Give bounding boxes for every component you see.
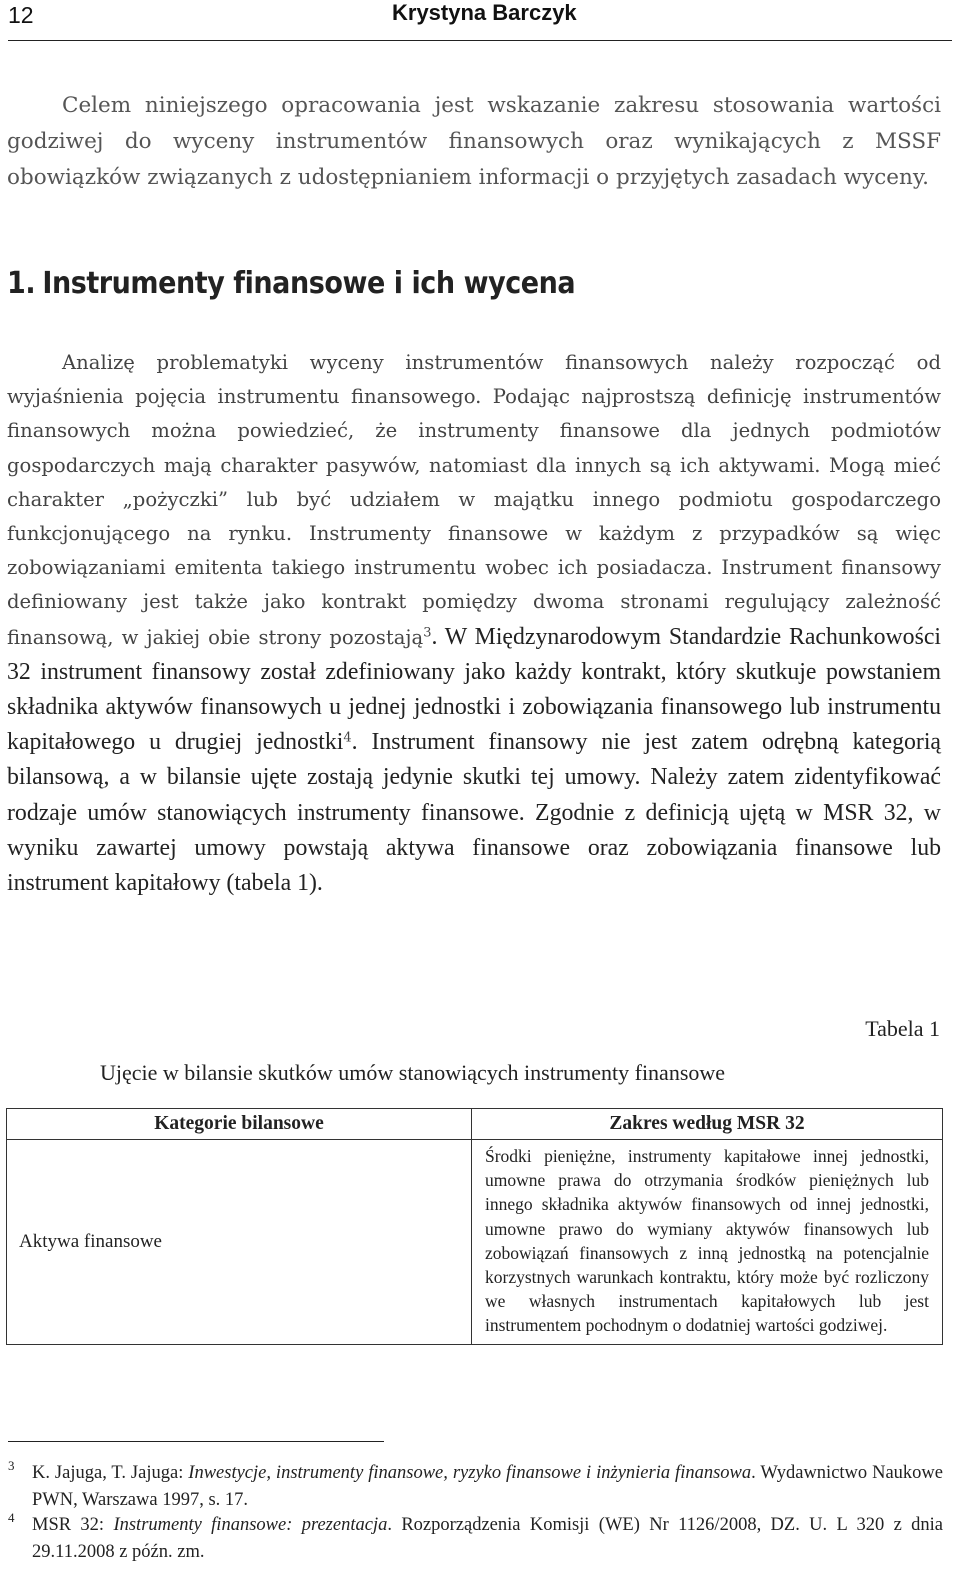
column-header-scope: Zakres według MSR 32 [472,1109,943,1140]
definition-paragraph [7,346,941,901]
footnote-mark: 3 [8,1458,15,1473]
section-title: Instrumenty finansowe i ich wycena [42,266,576,301]
footnote-work-title: Inwestycje, instrumenty finansowe, ryzyko finansowe i inżynieria finansowa [188,1463,752,1483]
footnote-work-title: Instrumenty finansowe: prezentacja [113,1515,388,1535]
section-number: 1. [7,266,36,301]
footnote-ref-3[interactable]: 3 [423,625,432,641]
page-number: 12 [8,2,34,28]
footnote-4 [8,1512,943,1566]
footnote-authors: K. Jajuga, T. Jajuga: [32,1463,189,1483]
footnote-publisher: . Rozporządzenia Komisji (WE) Nr 1126/2008, DZ. U. L 320 z dnia 29.11.2008 z późn. zm. [32,1515,944,1562]
footnote-mark: 4 [8,1510,15,1525]
column-header-category: Kategorie bilansowe [7,1109,472,1140]
table-cell-category: Aktywa finansowe [7,1140,472,1345]
footnote-text [32,1460,943,1514]
footnote-3 [8,1460,943,1514]
ias32-text-a: . W Międzynarodowym Standardzie Rachunkowości 32 instrument finansowy został zdefiniowany jako każdy kontrakt, który skutkuje powstaniem składnika aktywów finansowych u jednej jednostki i zobowiązania finansowego lub instrumentu kapitałowego u drugiej jednostki [7,623,942,756]
table-label: Tabela 1 [865,1016,940,1041]
definition-text [7,346,941,901]
definition-text-body: Analizę problematyki wyceny instrumentów finansowych należy rozpocząć od wyjaśnienia pojęcia instrumentu finansowego. Podając najprostszą definicję instrumentów finansowych można powiedzieć, że instrumenty finansowe dla jednych podmiotów gospodarczych mają charakter pasywów, natomiast dla innych są ich aktywami. Mogą mieć charakter „pożyczki” lub być udziałem w majątku innego podmiotu gospodarczego funkcjonującego na rynku. Instrumenty finansowe w każdym z przypadków są więc zobowiązaniami emitenta takiego instrumentu wobec ich posiadacza. Instrument finansowy definiowany jest także jako kontrakt pomiędzy dwoma stronami regulujący zależność finansową, w jakiej obie strony pozostają [7,351,941,649]
ias32-text-b: . Instrument finansowy nie jest zatem odrębną kategorią bilansową, a w bilansie ujęte zostają jedynie skutki tej umowy. Należy zatem zidentyfikować rodzaje umów stanowiących instrumenty finansowe. Zgodnie z definicją ujętą w MSR 32, w wyniku zawartej umowy powstają aktywa finansowe oraz zobowiązania finansowe lub instrument kapitałowy (tabela 1). [7,729,941,897]
intro-paragraph [7,88,941,196]
table-cell-scope: Środki pieniężne, instrumenty kapitałowe innej jednostki, umowne prawa do otrzymania środków pieniężnych lub innego składnika aktywów finansowych od innej jednostki, umowne prawo do wymiany aktywów finansowych lub zobowiązań finansowych z inną jednostką na potencjalnie korzystnych warunkach kontraktu, który może być rozliczony we własnych instrumentach kapitałowych lub jest instrumentem pochodnym o dodatniej wartości godziwej. [472,1140,943,1345]
balance-table [6,1108,943,1345]
section-heading [7,266,575,301]
footnote-publisher: . Wydawnictwo Naukowe PWN, Warszawa 1997, s. 17. [32,1463,943,1510]
running-header [8,0,952,41]
table-row [7,1140,943,1345]
footnote-ref-4[interactable]: 4 [343,730,352,746]
footnote-text [32,1512,943,1566]
intro-text: Celem niniejszego opracowania jest wskazanie zakresu stosowania wartości godziwej do wyceny instrumentów finansowych oraz wynikających z MSSF obowiązków związanych z udostępnianiem informacji o przyjętych zasadach wyceny. [7,93,941,190]
footnote-authors: MSR 32: [32,1515,114,1535]
table-header-row [7,1109,943,1140]
table-title: Ujęcie w bilansie skutków umów stanowiących instrumenty finansowe [100,1060,726,1085]
footnote-separator [8,1441,384,1442]
running-author: Krystyna Barczyk [392,0,577,25]
